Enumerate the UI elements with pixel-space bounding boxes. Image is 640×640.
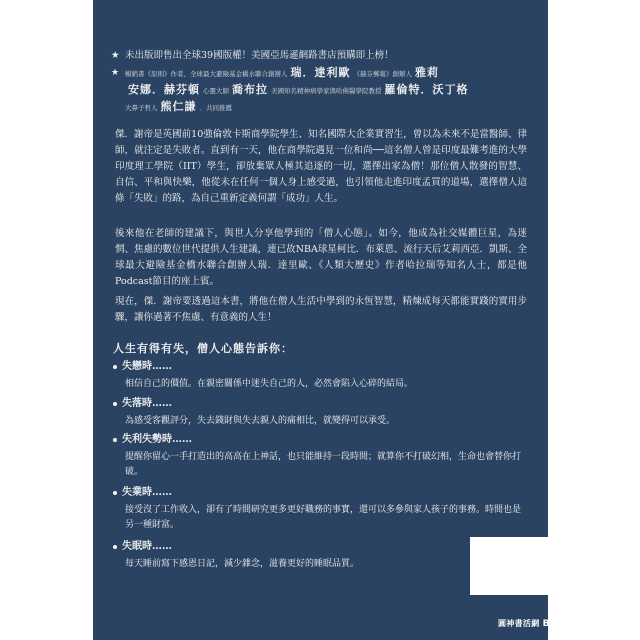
moment-heading [113, 433, 533, 447]
bullet-dot-icon [113, 491, 117, 495]
endorser-name: 羅倫特．沃丁格 [384, 83, 469, 96]
endorser-name: 瑞．達利歐 [290, 66, 351, 79]
moment-description: 每天睡前寫下感恩日記，減少雜念，滋養更好的睡眠品質。 [125, 559, 360, 569]
moment-description: 提醒你留心一手打造出的高高在上神話，也只能維持一段時間；就算你不打破幻相，生命也會替你打破。 [125, 452, 522, 477]
moment-heading [113, 360, 533, 374]
publisher-name: 圓神書活網 [498, 619, 540, 628]
moment-title: 失眠時…… [122, 541, 172, 552]
moment-heading [113, 486, 533, 500]
endorser-name: 雅莉 [415, 66, 439, 79]
barcode-area [470, 537, 594, 595]
moment-title: 失落時…… [122, 398, 172, 409]
endorsement-section [111, 48, 536, 116]
moment-item [113, 397, 533, 429]
endorser-name: 喬布拉 [232, 83, 268, 96]
bestseller-text: 未出版即售出全球39國版權！美國亞馬遜網路書店預購即上榜！ [125, 50, 394, 61]
endorser-title: 大鼻子哲人 [125, 104, 158, 112]
intro-paragraph: 傑．謝帝是英國前10強倫敦卡斯商學院學生、知名國際大企業實習生，曾以為未來不是當醫師、律師，就注定是失敗者。直到有一天，他在商學院遇見一位和尚──這名僧人曾是印度最難考進的大學印度理工學院（IIT）學生，卻放棄眾人極其追逐的一切，選擇出家為僧！那位僧人散發的智慧、自信、平和與快樂，他從未在任何一個人身上感受過，也引領他走進印度孟買的道場，選擇僧人這條「失敗」的路，為自己重新定義何謂「成功」人生。 [115, 129, 527, 204]
endorser-name: 熊仁謙 [160, 100, 197, 113]
endorser-title: 暢銷書《原則》作者、全球最大避險基金橋水聯合創辦人 [125, 70, 288, 78]
moment-title: 失戀時…… [122, 361, 172, 372]
bullet-dot-icon [113, 545, 117, 549]
book-promise-paragraph: 現在，傑．謝帝要透過這本書，將他在僧人生活中學到的永恆智慧，精煉成每天都能實踐的實用步驟，讓你過著不焦慮、有意義的人生！ [115, 296, 527, 323]
bullet-dot-icon [113, 365, 117, 369]
moment-heading [113, 397, 533, 411]
endorsers-blurb [111, 65, 536, 116]
star-icon: ★ [111, 68, 120, 78]
endorser-title: 心靈大師 [203, 87, 229, 95]
publisher-brand: BOOKLIFE [542, 619, 598, 629]
endorser-suffix: ．共同推薦 [199, 104, 232, 112]
moment-description: 為感受客觀評分，失去錢財與失去親人的痛相比，就變得可以承受。 [125, 416, 396, 426]
star-icon: ★ [111, 50, 120, 61]
moment-item [113, 486, 533, 533]
bullet-dot-icon [113, 438, 117, 442]
moment-item [113, 360, 533, 392]
bullet-dot-icon [113, 402, 117, 406]
endorser-names [125, 65, 536, 116]
moment-description: 相信自己的價值。在親密關係中迷失自己的人，必然會陷入心碎的結局。 [125, 379, 414, 389]
moments-heading: 人生有得有失，僧人心態告訴你： [113, 342, 293, 355]
bestseller-blurb [111, 48, 536, 63]
moment-title: 失業時…… [122, 487, 172, 498]
endorser-name: 安娜．赫芬頓 [128, 83, 200, 96]
moment-description: 接受沒了工作收入，卻有了時間研究更多更好職務的事實，還可以多參與家人孩子的事務。時間也是另一種財富。 [125, 505, 522, 530]
endorser-title: 《赫芬郵報》創辦人 [353, 70, 412, 78]
moment-item [113, 433, 533, 480]
publisher-logo [498, 618, 597, 629]
career-paragraph: 後來他在老師的建議下，與世人分享他學到的「僧人心態」。如今，他成為社交媒體巨星，為迷惘、焦慮的數位世代提供人生建議，連已故NBA球星柯比．布萊恩、流行天后艾莉西亞．凱斯、全球最大避險基金橋水聯合創辦人瑞．達里歐、《人類大歷史》作者哈拉瑞等知名人士，都是他Podcast節目的座上賓。 [115, 228, 527, 287]
book-back-cover [93, 0, 598, 640]
endorser-title: 美國知名精神病學家與哈佛醫學院教授 [271, 87, 382, 95]
moment-title: 失利失勢時…… [122, 434, 192, 445]
